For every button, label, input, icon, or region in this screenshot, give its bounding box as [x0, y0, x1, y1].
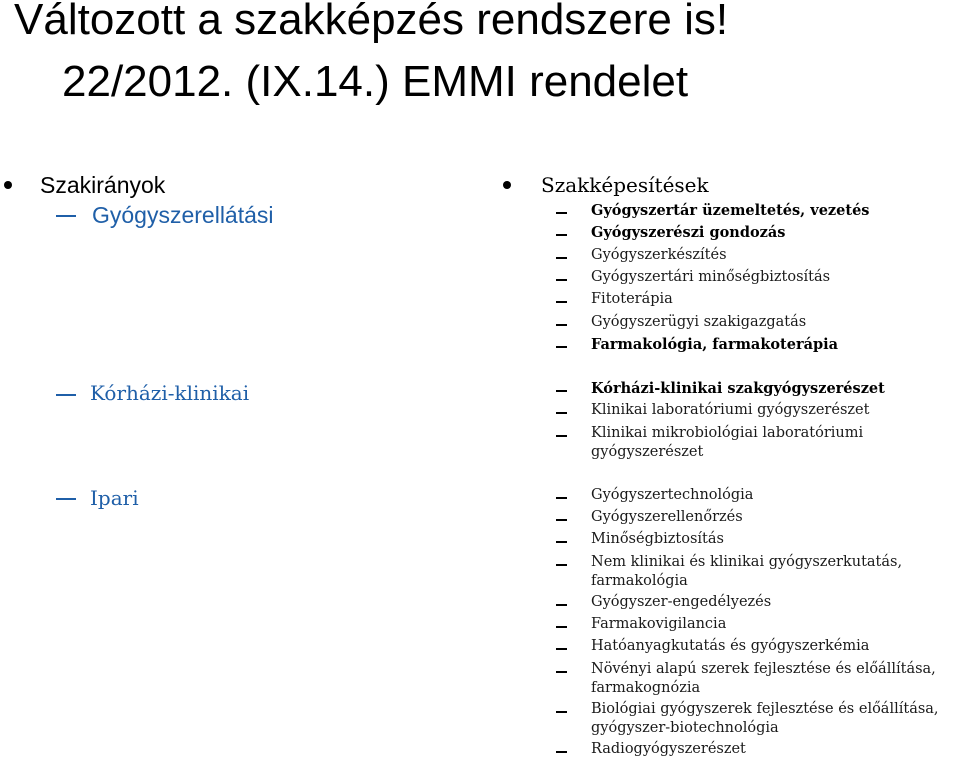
list-item: Gyógyszerügyi szakigazgatás [591, 314, 807, 330]
dash-icon [556, 257, 567, 259]
list-item: Gyógyszertechnológia [591, 487, 754, 503]
list-item: Klinikai mikrobiológiai laboratóriumi gyógyszerészet [591, 425, 864, 460]
list-item: Gyógyszerkészítés [591, 247, 727, 263]
dash-icon [556, 671, 567, 673]
left-sub-gyogyszerellatasi: Gyógyszerellátási [92, 202, 274, 228]
list-item: Biológiai gyógyszerek fejlesztése és előállítása, gyógyszer-biotechnológia [591, 701, 939, 736]
page-title-line-2: 22/2012. (IX.14.) EMMI rendelet [62, 57, 689, 106]
left-heading: Szakirányok [40, 172, 166, 198]
dash-icon [56, 394, 76, 396]
dash-icon [556, 648, 567, 650]
bullet-dot-icon [4, 181, 12, 189]
bullet-dot-icon [503, 181, 511, 189]
list-item: Gyógyszerellenőrzés [591, 509, 743, 525]
right-heading: Szakképesítések [541, 173, 709, 197]
dash-icon [556, 234, 567, 236]
dash-icon [556, 346, 567, 348]
dash-icon [556, 751, 567, 753]
list-item: Radiogyógyszerészet [591, 741, 746, 757]
dash-icon [556, 324, 567, 326]
list-item: Gyógyszer-engedélyezés [591, 594, 772, 610]
dash-icon [556, 541, 567, 543]
list-item: Farmakovigilancia [591, 616, 727, 632]
list-item: Klinikai laboratóriumi gyógyszerészet [591, 402, 870, 418]
list-item: Farmakológia, farmakoterápia [591, 336, 839, 353]
list-item: Gyógyszertári minőségbiztosítás [591, 269, 831, 285]
list-item: Fitoterápia [591, 291, 673, 307]
dash-icon [556, 435, 567, 437]
dash-icon [556, 604, 567, 606]
list-item: Gyógyszertár üzemeltetés, vezetés [591, 202, 870, 219]
dash-icon [556, 564, 567, 566]
dash-icon [556, 497, 567, 499]
dash-icon [56, 215, 76, 217]
dash-icon [556, 212, 567, 214]
dash-icon [556, 711, 567, 713]
page-title-line-1: Változott a szakképzés rendszere is! [14, 0, 729, 44]
list-item: Hatóanyagkutatás és gyógyszerkémia [591, 638, 870, 654]
dash-icon [556, 412, 567, 414]
list-item: Kórházi-klinikai szakgyógyszerészet [591, 380, 885, 397]
list-item: Minőségbiztosítás [591, 531, 724, 547]
list-item: Gyógyszerészi gondozás [591, 224, 786, 241]
left-sub-ipari: Ipari [90, 486, 139, 510]
left-sub-korhazi-klinikai: Kórházi-klinikai [90, 381, 250, 405]
dash-icon [556, 301, 567, 303]
dash-icon [56, 498, 76, 500]
list-item: Nem klinikai és klinikai gyógyszerkutatás, farmakológia [591, 554, 903, 589]
dash-icon [556, 279, 567, 281]
dash-icon [556, 390, 567, 392]
dash-icon [556, 519, 567, 521]
dash-icon [556, 626, 567, 628]
list-item: Növényi alapú szerek fejlesztése és előállítása, farmakognózia [591, 661, 936, 696]
